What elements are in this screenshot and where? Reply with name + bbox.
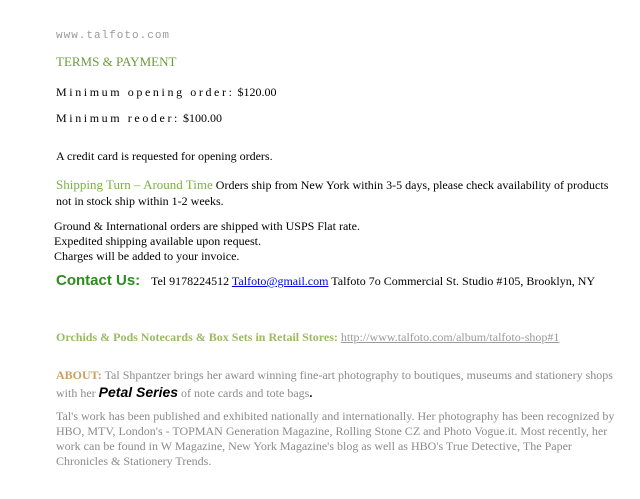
terms-heading: TERMS & PAYMENT xyxy=(56,54,177,69)
minimum-reorder-value: $100.00 xyxy=(182,111,222,125)
ground-line: Charges will be added to your invoice. xyxy=(54,249,240,263)
minimum-opening-value: $120.00 xyxy=(237,85,277,99)
credit-card-note: A credit card is requested for opening orders. xyxy=(56,149,273,163)
work-paragraph: Tal's work has been published and exhibited nationally and internationally. Her photography has been recognized by HBO, MTV, London's - TOPMAN Generation Magazine, Rolling Stone CZ and Photo Vogue.it. Most recently, her work can be found in W Magazine, New York Magazine's blog as well as HBO's True Detective, The Paper Chronicles & Stationery Trends. xyxy=(56,409,615,468)
minimum-reorder xyxy=(56,111,222,126)
about-end: . xyxy=(309,386,313,400)
shipping-paragraph xyxy=(56,177,616,209)
retail-stores-line xyxy=(56,330,559,345)
contact-address: Talfoto 7o Commercial St. Studio #105, Brooklyn, NY xyxy=(331,274,596,288)
about-after: of note cards and tote bags xyxy=(178,386,310,400)
contact-tel: Tel 9178224512 xyxy=(150,274,230,288)
ground-line: Ground & International orders are shipped with USPS Flat rate. xyxy=(54,219,360,233)
minimum-reorder-label: Minimum reoder: xyxy=(56,111,180,125)
retail-stores-label: Orchids & Pods Notecards & Box Sets in Retail Stores: xyxy=(56,330,338,344)
shipping-label: Shipping Turn – Around Time xyxy=(56,177,213,192)
contact-email-link[interactable]: Talfoto@gmail.com xyxy=(231,274,329,288)
contact-label: Contact Us: xyxy=(56,272,141,289)
contact-line xyxy=(56,272,595,289)
site-url: www.talfoto.com xyxy=(56,30,171,42)
minimum-opening-order xyxy=(56,85,277,100)
petal-series-name: Petal Series xyxy=(98,384,179,400)
about-paragraph xyxy=(56,367,616,402)
ground-line: Expedited shipping available upon request. xyxy=(54,234,261,248)
about-label: ABOUT: xyxy=(56,368,102,382)
about-text: Tal Shpantzer brings her award winning fine-art photography to boutiques, museums and stationery shops with her xyxy=(56,368,613,400)
ground-shipping-block xyxy=(54,219,360,264)
shipping-text: Orders ship from New York within 3-5 days, please check availability of products not in stock ship within 1-2 weeks. xyxy=(56,178,609,208)
shop-link[interactable]: http://www.talfoto.com/album/talfoto-shop#1 xyxy=(340,330,560,344)
minimum-opening-label: Minimum opening order: xyxy=(56,85,235,99)
